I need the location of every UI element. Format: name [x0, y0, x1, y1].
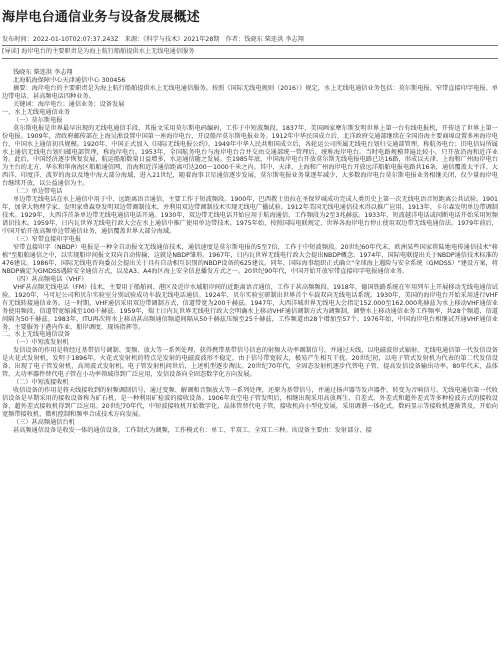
affiliation: 北海航海保障中心天津通信中心 300456 — [13, 76, 126, 84]
abstract: 摘要：海岸电台的主要职责是为海上航行船舶提供水上无线电通信服务。按照《国际无线电规则（2016）》规定，水上无线电通信业务包括：莫尔斯电报、窄带直接印字电报、单边带电话、甚高频电话四种业务。 — [2, 84, 498, 100]
article-guide: [导读] 海岸电台的主要职责是为海上航行船舶提供水上无线电通信服务 — [2, 48, 195, 55]
subsection-heading: （二）单边带电话 — [13, 188, 63, 196]
subsection-heading: （一）中短波发射机 — [13, 339, 69, 347]
paragraph: VHF甚高频无线电话（FM）技术，主要用于船舶间、港区及近岸水域船岸间的近距离语音通信，工作于甚高频频段。1918年，德国铁路系统在军用列车上开展移动无线电通信试验。1920年，马可尼公司和贝尔实验室分别试验成功车载无线电话通信。1924年，贝尔实验室研制出世界首个车载双向无线电话系统。1930年，美国的海岸电台开始采用进行VHF有无线转接通信业务。这一时期，VHF通信采用双边带调制方式，信道带宽为200千赫兹。1947年，大西洋城世界无线电大会指定152.000至162.000兆赫兹为水上移动VHF通信业务使用频段，信道带宽缩减至100千赫兹。1959年，瑞士日内瓦世界无线电行政大会明确水上移动VHF通信调制方式为调频制，调整水上移动通信业务工作频率，共28个频道，信道间隔为50千赫兹。1983年，ITU再次将水上移动甚高频通信频道间隔从50千赫兹压缩至25千赫兹，工作频道由28个增加至57个。1976年始，中国海岸电台相继试开通VHF通信业务，主要服务于港内作业、船岸调度、现场指挥等。 — [2, 283, 498, 331]
authors: 钱晓东 柴连洪 李志翔 — [13, 69, 73, 76]
keywords: 关键词：海岸电台；通信业务；设备发展 — [13, 100, 125, 108]
publish-info: 发布时间：2022-01-10T02:07:37.243Z 来源：《科学与技术》2021年28期 作者：钱晓东 柴连洪 李志翔 — [2, 36, 304, 43]
subsection-heading: （三）窄带直接印字电报 — [13, 236, 82, 244]
article-body — [2, 69, 498, 435]
subsection-heading: （四）甚高频电话（VHF） — [13, 275, 88, 283]
paragraph: 发信设备的作用是将经过基带信号调制、变频、放大等一系列处理，获得携带基带信号信息的射频大功率调制信号，并通过天线，以电磁波形式辐射。无线电通信第一代发信设备是火花式发射机，发明于1896年。火花式发射机的特点是发射的电磁波波形不稳定，由于信号带宽较大，极易产生相互干扰。20世纪初，以电子管式发射机为代表的第二代发信设备，出现了电子管发射机，高周波式发射机。电子管发射机问世后，上述机型逐步淘汰。20世纪70年代，全固态发射机逐步代替电子管，提高发信设备输出功率。80年代末，晶体管、大功率器件替代电子管在小功率领域得到广泛应用，发信设备向全固态数字化方向发展。 — [2, 347, 498, 379]
divider — [2, 58, 498, 59]
paragraph: 收信设备的作用是将天线接收到的射频调制信号，通过变频、解调和音频放大等一系列处理，还原为基带信号，并通过扬声器等发声器件，转变为音响信号。无线电通信第一代收信设备是早期采用的接收设备称为矿石机，是一种利用矿检波的接收设备。1906年真空电子管发明后，相继出现采用高放再生、自差式、外差式和超外差式等多种检波方式的接收设备，超外差式接收机得到广泛应用。20世纪70年代，中短波接收机开始数字化，晶体管替代电子管，接收机向小型化发展，采用调谐一体化式，数码显示等接收机逐渐普及，开始向宽频带接收机、微机控制和频率合成技术方向发展。 — [2, 387, 498, 418]
paragraph: 窄带直接印字（NBDP）电报是一种全自动报文无线通信技术，通信速度是莫尔斯电报的5至7倍，工作于中短波频段。20世纪60年代末，欧洲某些国家将陆地电传通信技术"移植"至船舶通信之中，以实现船岸间报文双向自动传输，这就是NBDP雏形。1967年，日内瓦世界无线电行政大会提出NBDP概念。1974年，国际电联提出关于NBDP通信技术标准的476建议。1986年，国际无线电咨询委员会提出关于具有自动相互识别的NBDP设备的625建议。同年，国际海事组织正式确立"全球海上遇险与安全系统（GMDSS）"建设方案，将NBDP确定为GMDSS遇险安全通信方式，以及A3、A4海区海上安全信息播发方式之一。20世纪90年代，中国开始开放窄带直接印字电报通信业务。 — [2, 243, 498, 275]
subsection-heading: （一）莫尔斯电报 — [13, 116, 63, 124]
section-heading: 一、水上无线电通信业务 — [2, 108, 71, 116]
paragraph: 莫尔斯电报是世界最早出现的无线电通信手段，其报文采用莫尔斯电码编码，工作于中短波频段。1837年，美国画家摩尔斯发明世界上第一台有线电报机，开传送了世界上第一份电报。1909年，清政府邮传部在上海吴淞设置中国第一座海岸电台，开设船岸莫尔斯电报业务。1912年中华民国成立后，北洋政府交通部继续在全国沿海主要商埠设置多座海岸电台，中国水上通信初具规模。1920年，中国正式加入《国际无线电报公约》。1949年中华人民共和国成立后，各轮运公司所属无线电台划归交通部管理，称航务电台；旧电信局所属水上通信无线电台划归邮电部管理，称海岸电台。1953年，全国航务电台与海岸电台合并交由交通部统一管理后，统称海岸电台。当时电路规模普遍比较小，只开放沿海和近洋业务。此后，中国经济逐步恢复发展，航运船舶数量日益增多，水运通信随之发展。至1985年底，中国海岸电台开放莫尔斯无线电报电路已达16路，形成以天津、上海和广州海岸电台为主台的北方、华东和华南海区船舶通信网，沿海和近洋通信距离可达200～1000千米之内。其中，天津、上海和广州海岸电台开放远洋船舶电报电路共16条，通信覆盖太平洋、大西洋、印度洋、波罗的海以及地中海大部分海域，进入21世纪，随着海事卫星通信逐步发展，莫尔斯电报业务量逐年减少，大多数海岸电台莫尔斯电报业务相继关闭，仅少量海岸电台继续开放，以公益通信为主。 — [2, 124, 498, 188]
subsection-heading: （二）中短波接收机 — [13, 379, 69, 387]
subsection-heading: （三）甚高频通信台机 — [13, 418, 75, 426]
paragraph: 单边带无线电话在水上通信中用于中、远距离语音通信，主要工作于短波频段。1900年，巴西教士贵拉在圣保罗城成功完成人类历史上第一次无线电语音短距离公共试验。1901年，加拿大物理学家、发明家费森登发明双边带调制技术，并利用双边带调制技术实现无线电广播试验。1912年美国无线电通信技术得以推广应用。1913年，卡尔森发明单边带调制技术。1929年，大西洋首条单边带无线电通信电话开通。1930年，双边带无线电话开始应用于航海通信，工作频段为2至3兆赫兹。1933年，短波越洋电话或间断电话开始采用短频谱识技术。1959年，日内瓦世界无线电行政大会在水上通信中推广使用单边带技术。1975年始，按照国际电联规定，世界各海岸电台停止使用双边带无线电通信法。1979年前后，中国开始开放高频单边带通信业务，通信覆盖世界大部分海域。 — [2, 196, 498, 236]
paragraph: 甚高频通信设备是收发一体的通信设备，工作制式为调频，工作模式有：单工、半双工、全双工三种。该设备主要由：发射部分、接 — [13, 426, 372, 434]
divider — [2, 45, 498, 46]
section-heading: 二、水上无线电通信设备 — [2, 331, 71, 339]
article-title: 海岸电台通信业务与设备发展概述 — [2, 10, 201, 25]
